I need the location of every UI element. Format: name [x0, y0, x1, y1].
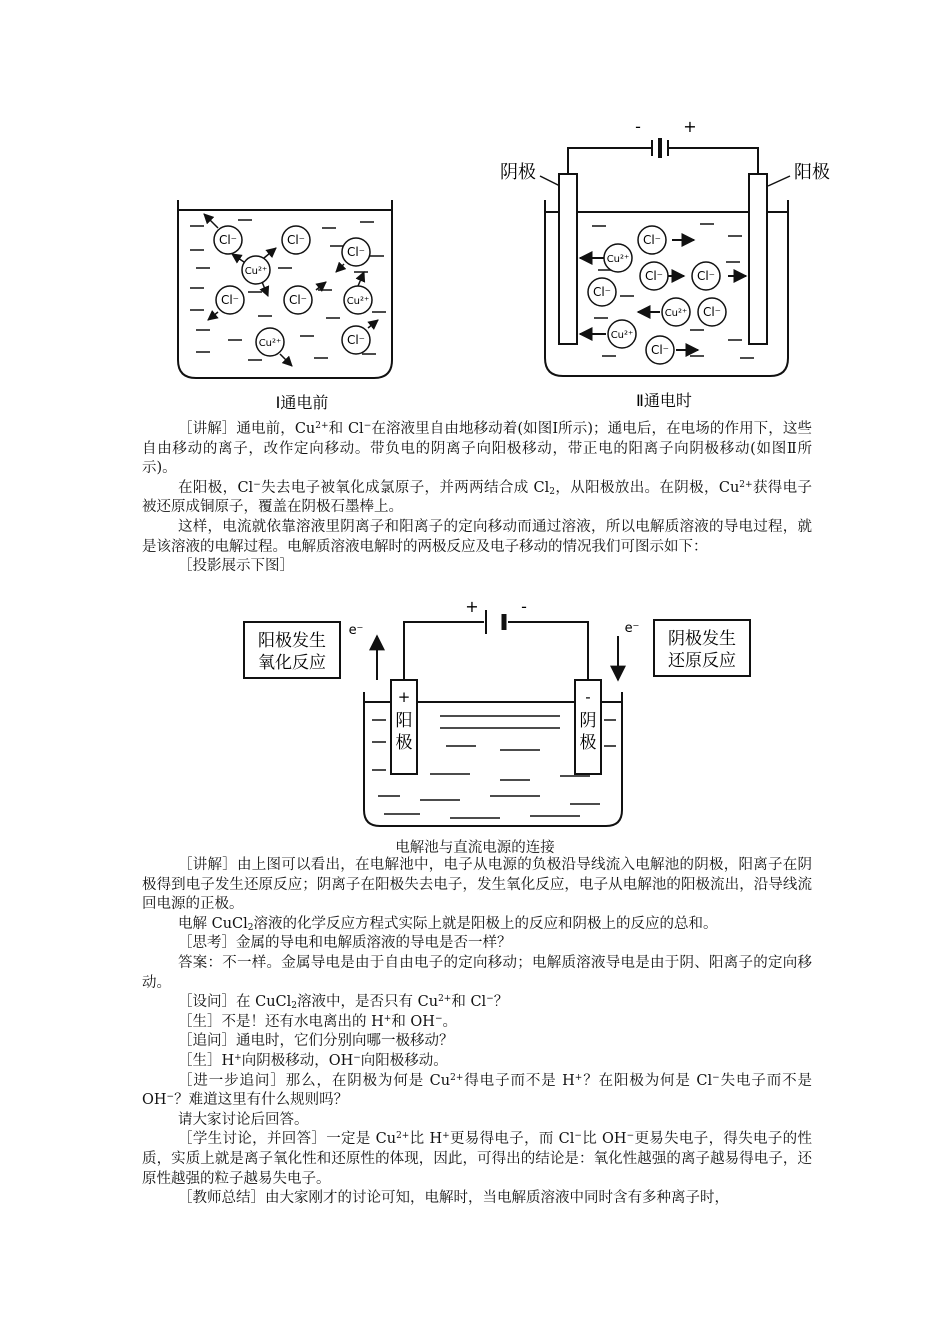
- electrolysis-figure-2: [0, 590, 950, 835]
- svg-text:极: 极: [579, 733, 597, 753]
- svg-text:Cl⁻: Cl⁻: [642, 233, 662, 247]
- cathode-label: 阴极: [500, 162, 536, 183]
- paragraph-think: ［思考］金属的导电和电解质溶液的导电是否一样？: [178, 935, 512, 952]
- svg-text:Cl⁻: Cl⁻: [286, 233, 306, 247]
- chloride-ion: [216, 286, 244, 314]
- anode-rod: [749, 174, 767, 344]
- chloride-ion: [638, 226, 666, 254]
- copper-ion: [608, 320, 636, 348]
- svg-text:Cu²⁺: Cu²⁺: [244, 266, 268, 277]
- paragraph-lecture-2: ［讲解］由上图可以看出，在电解池中，电子从电源的负极沿导线流入电解池的阴极，阳离子在阴极得到电子发生还原反应；阴离子在阳极失去电子，发生氧化反应，电子从电解池的阳极流出，沿导线流回电源的正极。: [142, 857, 812, 913]
- svg-text:Cl⁻: Cl⁻: [592, 285, 612, 299]
- svg-text:Cl⁻: Cl⁻: [696, 269, 716, 283]
- chloride-ion: [640, 262, 668, 290]
- paragraph-teacher-summary: ［教师总结］由大家刚才的讨论可知，电解时，当电解质溶液中同时含有多种离子时，: [178, 1190, 729, 1207]
- cathode-reaction-box: [654, 620, 750, 676]
- power-supply-circuit: [404, 610, 588, 680]
- paragraph-lecture-1: ［讲解］通电前，$Cu^{2+}$和 Cl−在溶液里自由地移动着(如图Ⅰ所示)；通电后，在电场的作用下，这些自由移动的离子，改作定向移动。带负电的阴离子向阳极移动，带正电的阳离子向阴极移动(如图Ⅱ所示)。: [142, 421, 812, 477]
- svg-text:Cl⁻: Cl⁻: [702, 305, 722, 319]
- svg-text:极: 极: [395, 733, 413, 753]
- cathode-rod: [559, 174, 577, 344]
- chloride-ion: [214, 226, 242, 254]
- paragraph-conduction: 这样，电流就依靠溶液里阴离子和阳离子的定向移动而通过溶液，所以电解质溶液的导电过程，就是该溶液的电解过程。电解质溶液电解时的两极反应及电子移动的情况我们可图示如下：: [142, 518, 812, 555]
- svg-text:Cu²⁺: Cu²⁺: [606, 254, 630, 265]
- ions-right: [588, 226, 726, 364]
- battery-circuit: [568, 138, 758, 174]
- copper-ion: [242, 256, 270, 284]
- copper-ion: [604, 244, 632, 272]
- svg-text:Cu²⁺: Cu²⁺: [258, 338, 282, 349]
- svg-text:阳: 阳: [395, 711, 413, 731]
- svg-text:还原反应: 还原反应: [668, 651, 736, 671]
- svg-text:Cl⁻: Cl⁻: [346, 333, 366, 347]
- svg-text:阳极发生: 阳极发生: [258, 631, 326, 651]
- chloride-ion: [588, 278, 616, 306]
- copper-ion: [256, 328, 284, 356]
- svg-text:阴: 阴: [579, 711, 597, 731]
- electrolysis-figure-1: [0, 0, 950, 420]
- svg-text:Cl⁻: Cl⁻: [346, 245, 366, 259]
- paragraph-discuss: 请大家讨论后回答。: [178, 1111, 309, 1128]
- chloride-ion: [342, 326, 370, 354]
- electron-label-left: e⁻: [348, 623, 364, 638]
- paragraph-answer: 答案：不一样。金属导电是由于自由电子的定向移动；电解质溶液导电是由于阴、阳离子的定向移动。: [142, 954, 812, 991]
- svg-text:Cu²⁺: Cu²⁺: [346, 296, 370, 307]
- chloride-ion: [342, 238, 370, 266]
- figure-label-before: Ⅰ通电前: [275, 393, 329, 412]
- svg-text:Cu²⁺: Cu²⁺: [610, 330, 634, 341]
- text-block-2: [142, 856, 812, 1209]
- text-block-1: [142, 420, 812, 577]
- paragraph-electrodes: 在阳极，Cl−失去电子被氧化成氯原子，并两两结合成 $Cl_2$，从阳极放出。在阴极，$Cu^{2+}$获得电子被还原成铜原子，覆盖在阴极石墨棒上。: [142, 479, 813, 516]
- cathode-electrode: [575, 680, 601, 774]
- chloride-ion: [692, 262, 720, 290]
- chloride-ion: [284, 286, 312, 314]
- svg-text:Cl⁻: Cl⁻: [218, 233, 238, 247]
- paragraph-student-2: ［生］H+向阴极移动，OH−向阳极移动。: [178, 1052, 448, 1069]
- paragraph-projection: ［投影展示下图］: [178, 558, 294, 575]
- svg-text:+: +: [397, 688, 411, 706]
- figure-caption: 电解池与直流电源的连接: [395, 840, 555, 856]
- anode-electrode: [391, 680, 417, 774]
- paragraph-student-1: ［生］不是！还有水电离出的 H+和 OH−。: [178, 1013, 458, 1030]
- chloride-ion: [698, 298, 726, 326]
- paragraph-further-question: ［进一步追问］那么，在阴极为何是 $Cu^{2+}$得电子而不是 H+？在阳极为何是 Cl−失电子而不是 OH−？难道这里有什么规则吗？: [142, 1072, 813, 1109]
- svg-text:Cl⁻: Cl⁻: [650, 343, 670, 357]
- paragraph-question: ［设问］在 CuCl$_2$溶液中，是否只有 $Cu^{2+}$和 Cl−？: [178, 994, 509, 1012]
- chloride-ion: [646, 336, 674, 364]
- power-minus: -: [521, 597, 527, 616]
- paragraph-follow-up: ［追问］通电时，它们分别向哪一极移动？: [178, 1033, 454, 1050]
- power-plus: +: [465, 597, 479, 616]
- svg-text:Cl⁻: Cl⁻: [220, 293, 240, 307]
- anode-reaction-box: [244, 622, 340, 678]
- battery-plus: +: [683, 117, 697, 136]
- copper-ion: [344, 286, 372, 314]
- ions-left: [214, 226, 372, 356]
- svg-text:Cu²⁺: Cu²⁺: [664, 308, 688, 319]
- copper-ion: [662, 298, 690, 326]
- paragraph-equation: 电解 CuCl$_2$溶液的化学反应方程式实际上就是阳极上的反应和阴极上的反应的总和。: [178, 915, 718, 933]
- chloride-ion: [282, 226, 310, 254]
- svg-text:-: -: [585, 688, 591, 706]
- battery-minus: -: [635, 117, 641, 136]
- anode-label: 阳极: [794, 162, 830, 183]
- svg-text:阴极发生: 阴极发生: [668, 629, 736, 649]
- svg-text:Cl⁻: Cl⁻: [288, 293, 308, 307]
- electron-label-right: e⁻: [624, 621, 640, 636]
- paragraph-student-discussion: ［学生讨论，并回答］一定是 $Cu^{2+}$比 H+更易得电子，而 Cl−比 OH−更易失电子，得失电子的性质，实质上就是离子氧化性和还原性的体现，因此，可得出的结论是：氧化性越强的离子越易得电子，还原性越强的粒子越易失电子。: [142, 1131, 813, 1187]
- svg-text:氧化反应: 氧化反应: [258, 653, 326, 673]
- svg-text:Cl⁻: Cl⁻: [644, 269, 664, 283]
- figure-label-during: Ⅱ通电时: [636, 391, 692, 410]
